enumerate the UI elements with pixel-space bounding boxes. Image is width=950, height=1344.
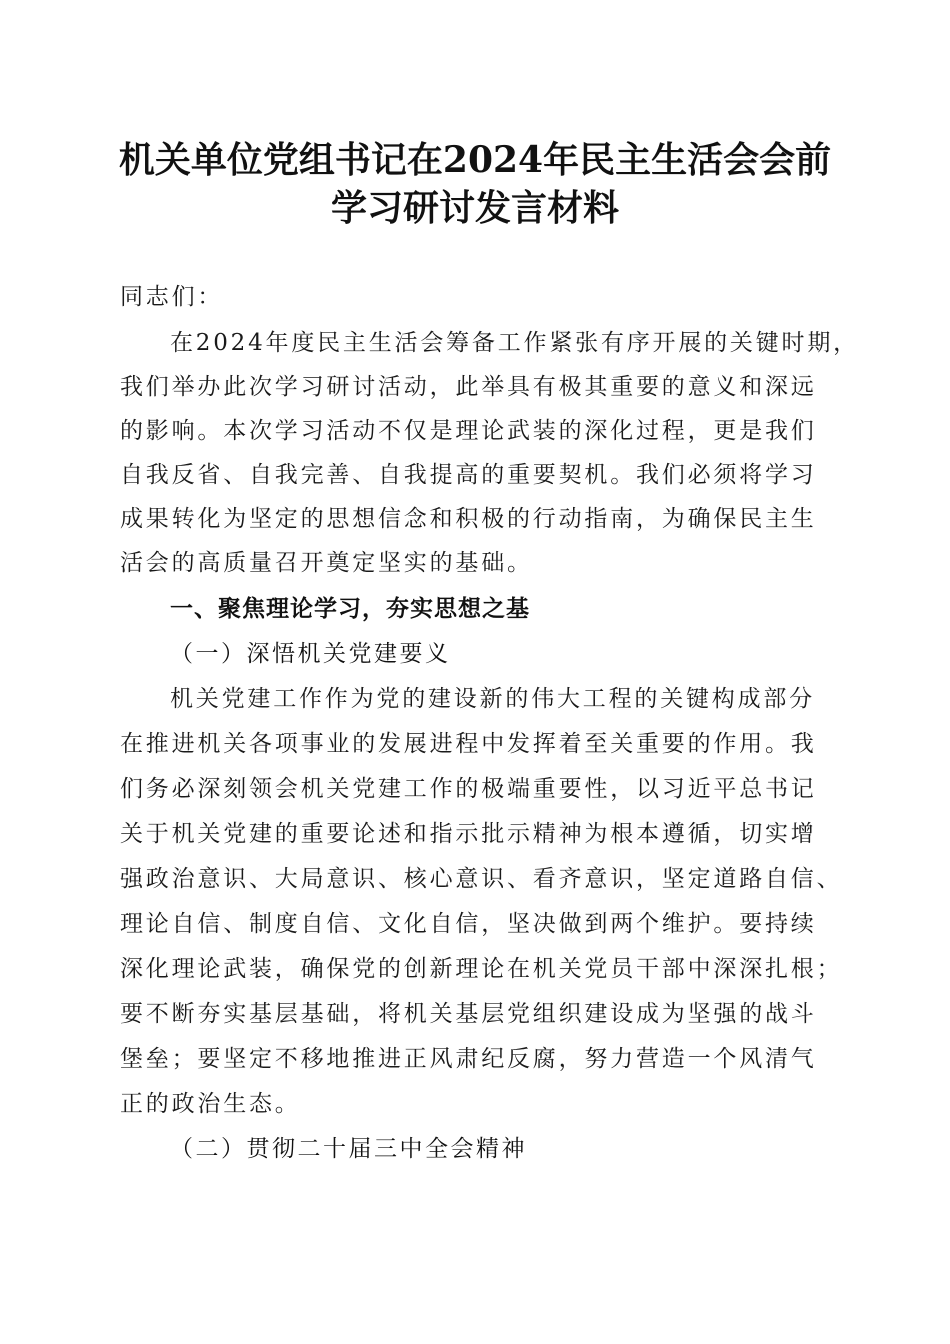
body-line: 理论自信、制度自信、文化自信，坚决做到两个维护。要持续 <box>120 911 817 937</box>
intro-line: 活会的高质量召开奠定坚实的基础。 <box>120 550 533 576</box>
body-line: 堡垒；要坚定不移地推进正风肃纪反腐，努力营造一个风清气 <box>120 1046 817 1072</box>
document-title-line-2: 学习研讨发言材料 <box>330 187 619 229</box>
body-line: 在推进机关各项事业的发展进程中发挥着至关重要的作用。我 <box>120 731 817 757</box>
intro-line: 成果转化为坚定的思想信念和积极的行动指南，为确保民主生 <box>120 506 817 532</box>
body-line: 正的政治生态。 <box>120 1091 301 1117</box>
subsection-heading-1: （一）深悟机关党建要义 <box>170 641 451 667</box>
body-line: 们务必深刻领会机关党建工作的极端重要性，以习近平总书记 <box>120 776 817 802</box>
body-line: 机关党建工作作为党的建设新的伟大工程的关键构成部分 <box>170 686 815 712</box>
body-line: 深化理论武装，确保党的创新理论在机关党员干部中深深扎根； <box>120 956 843 982</box>
body-line: 关于机关党建的重要论述和指示批示精神为根本遵循，切实增 <box>120 821 817 847</box>
section-heading-1: 一、聚焦理论学习，夯实思想之基 <box>170 596 530 622</box>
body-line: 要不断夯实基层基础，将机关基层党组织建设成为坚强的战斗 <box>120 1001 817 1027</box>
document-title-line-1: 机关单位党组书记在2024年民主生活会会前 <box>118 139 832 181</box>
intro-line: 我们举办此次学习研讨活动，此举具有极其重要的意义和深远 <box>120 374 817 400</box>
intro-line: 在2024年度民主生活会筹备工作紧张有序开展的关键时期， <box>170 330 859 356</box>
salutation: 同志们： <box>120 284 224 310</box>
intro-line: 的影响。本次学习活动不仅是理论武装的深化过程，更是我们 <box>120 418 817 444</box>
intro-line: 自我反省、自我完善、自我提高的重要契机。我们必须将学习 <box>120 462 817 488</box>
subsection-heading-2: （二）贯彻二十届三中全会精神 <box>170 1136 527 1162</box>
body-line: 强政治意识、大局意识、核心意识、看齐意识，坚定道路自信、 <box>120 866 843 892</box>
